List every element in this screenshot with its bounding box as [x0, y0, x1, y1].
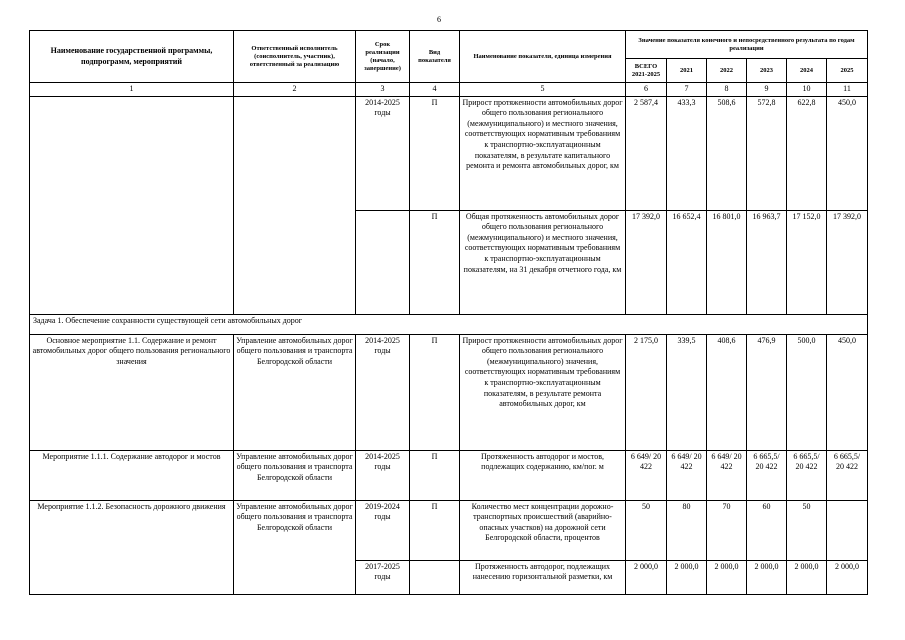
header-indicator-type: Вид показателя: [410, 31, 460, 83]
value-cell: 50: [787, 500, 827, 560]
value-cell: 80: [667, 500, 707, 560]
column-number: 8: [707, 83, 747, 97]
value-cell: 433,3: [667, 96, 707, 210]
header-executor: Ответственный исполнитель (соисполнитель, участник), ответственный за реализацию: [234, 31, 356, 83]
table-row: [30, 450, 868, 500]
value-cell: 17 392,0: [827, 210, 868, 314]
executor-cell: Управление автомобильных дорог общего пользования и транспорта Белгородской области: [234, 334, 356, 450]
period-cell: 2014-2025 годы: [356, 96, 410, 210]
program-name-cell: Основное мероприятие 1.1. Содержание и ремонт автомобильных дорог общего пользования регионального значения: [30, 334, 234, 450]
value-cell: 2 000,0: [626, 560, 667, 594]
value-cell: 2 000,0: [707, 560, 747, 594]
value-cell: 6 649/ 20 422: [707, 450, 747, 500]
value-cell: 70: [707, 500, 747, 560]
value-cell: 500,0: [787, 334, 827, 450]
column-number: 6: [626, 83, 667, 97]
header-total: ВСЕГО 2021-2025: [626, 59, 667, 83]
program-name-cell: Мероприятие 1.1.2. Безопасность дорожного движения: [30, 500, 234, 594]
period-cell: 2017-2025 годы: [356, 560, 410, 594]
executor-cell: Управление автомобильных дорог общего пользования и транспорта Белгородской области: [234, 500, 356, 594]
column-number: 1: [30, 83, 234, 97]
period-cell: 2014-2025 годы: [356, 450, 410, 500]
page-number: 6: [437, 15, 441, 24]
value-cell: 16 963,7: [747, 210, 787, 314]
header-year: 2021: [667, 59, 707, 83]
column-number: 3: [356, 83, 410, 97]
indicator-name-cell: Протяженность автодорог, подлежащих нанесению горизонтальной разметки, км: [460, 560, 626, 594]
value-cell: 17 152,0: [787, 210, 827, 314]
value-cell: 6 649/ 20 422: [626, 450, 667, 500]
value-cell: 2 000,0: [787, 560, 827, 594]
value-cell: 6 665,5/ 20 422: [827, 450, 868, 500]
header-values: Значение показателя конечного и непосредственного результата по годам реализации: [626, 31, 868, 59]
value-cell: 17 392,0: [626, 210, 667, 314]
value-cell: 408,6: [707, 334, 747, 450]
value-cell: 2 587,4: [626, 96, 667, 210]
column-numbers-row: [30, 83, 868, 97]
header-year: 2022: [707, 59, 747, 83]
header-indicator-name: Наименование показателя, единица измерения: [460, 31, 626, 83]
column-number: 11: [827, 83, 868, 97]
value-cell: 339,5: [667, 334, 707, 450]
column-number: 10: [787, 83, 827, 97]
value-cell: 2 000,0: [827, 560, 868, 594]
value-cell: 622,8: [787, 96, 827, 210]
value-cell: 6 649/ 20 422: [667, 450, 707, 500]
header-period: Срок реализации (начало, завершение): [356, 31, 410, 83]
header-year: 2023: [747, 59, 787, 83]
indicator-name-cell: Количество мест концентрации дорожно-транспортных происшествий (аварийно-опасных участков) на дорожной сети Белгородской области, процентов: [460, 500, 626, 560]
indicator-name-cell: Прирост протяженности автомобильных дорог общего пользования регионального (межмуниципального) значения, соответствующих нормативным требованиям к транспортно-эксплуатационным показателям, в результате ремонта автомобильных дорог, км: [460, 334, 626, 450]
value-cell: 16 652,4: [667, 210, 707, 314]
header-year: 2024: [787, 59, 827, 83]
column-number: 5: [460, 83, 626, 97]
header-year: 2025: [827, 59, 868, 83]
program-indicators-table: [29, 30, 868, 595]
value-cell: 450,0: [827, 334, 868, 450]
executor-cell-empty: [234, 96, 356, 314]
indicator-type-cell-empty: [410, 560, 460, 594]
value-cell: 450,0: [827, 96, 868, 210]
value-cell: 6 665,5/ 20 422: [787, 450, 827, 500]
value-cell: 2 000,0: [747, 560, 787, 594]
executor-cell: Управление автомобильных дорог общего пользования и транспорта Белгородской области: [234, 450, 356, 500]
table-row: [30, 334, 868, 450]
indicator-type-cell: П: [410, 210, 460, 314]
task-row: [30, 314, 868, 334]
program-name-cell: Мероприятие 1.1.1. Содержание автодорог и мостов: [30, 450, 234, 500]
header-program-name: Наименование государственной программы, подпрограмм, мероприятий: [30, 31, 234, 83]
value-cell: 2 000,0: [667, 560, 707, 594]
indicator-name-cell: Прирост протяженности автомобильных дорог общего пользования регионального (межмуниципального) и местного значения, соответствующих нормативным требованиям к транспортно-эксплуатационным показателям, в результате капитального ремонта и ремонта автомобильных дорог, км: [460, 96, 626, 210]
indicator-type-cell: П: [410, 500, 460, 560]
value-cell: 60: [747, 500, 787, 560]
table-row: [30, 500, 868, 560]
indicator-name-cell: Протяженность автодорог и мостов, подлежащих содержанию, км/пог. м: [460, 450, 626, 500]
value-cell: 50: [626, 500, 667, 560]
value-cell: 16 801,0: [707, 210, 747, 314]
column-number: 9: [747, 83, 787, 97]
period-cell-empty: [356, 210, 410, 314]
program-cell-empty: [30, 96, 234, 314]
value-cell: 6 665,5/ 20 422: [747, 450, 787, 500]
value-cell: 572,8: [747, 96, 787, 210]
period-cell: 2019-2024 годы: [356, 500, 410, 560]
period-cell: 2014-2025 годы: [356, 334, 410, 450]
value-cell: 508,6: [707, 96, 747, 210]
indicator-type-cell: П: [410, 450, 460, 500]
indicator-type-cell: П: [410, 96, 460, 210]
indicator-name-cell: Общая протяженность автомобильных дорог общего пользования регионального (межмуниципального) и местного значения, соответствующих нормативным требованиям к транспортно-эксплуатационным показателям, на 31 декабря отчетного года, км: [460, 210, 626, 314]
table-row: [30, 96, 868, 210]
indicator-type-cell: П: [410, 334, 460, 450]
value-cell: 476,9: [747, 334, 787, 450]
value-cell: [827, 500, 868, 560]
value-cell: 2 175,0: [626, 334, 667, 450]
column-number: 4: [410, 83, 460, 97]
column-number: 2: [234, 83, 356, 97]
task-title: Задача 1. Обеспечение сохранности существующей сети автомобильных дорог: [30, 314, 868, 334]
column-number: 7: [667, 83, 707, 97]
